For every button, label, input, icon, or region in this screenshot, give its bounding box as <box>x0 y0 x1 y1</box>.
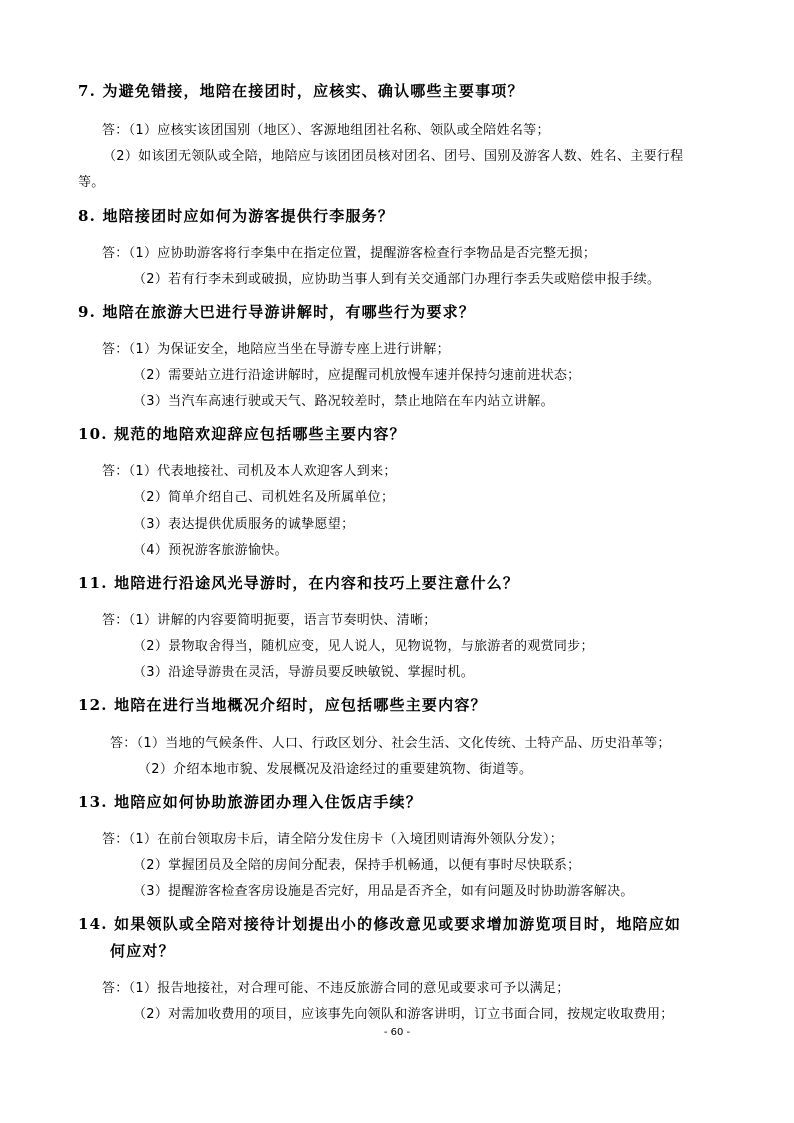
answer-line: 答：（1）在前台领取房卡后，请全陪分发住房卡（入境团则请海外领队分发）； <box>102 832 564 847</box>
question-14-continued: 何应对？ <box>110 942 175 960</box>
question-14: 14. 如果领队或全陪对接待计划提出小的修改意见或要求增加游览项目时，地陪应如 <box>78 915 682 933</box>
question-7: 7. 为避免错接，地陪在接团时，应核实、确认哪些主要事项？ <box>78 82 524 100</box>
question-8: 8. 地陪接团时应如何为游客提供行李服务？ <box>78 207 395 225</box>
answer-line: 答：（1）应协助游客将行李集中在指定位置，提醒游客检查行李物品是否完整无损； <box>102 246 597 261</box>
answer-line: （3）当汽车高速行驶或天气、路况较差时，禁止地陪在车内站立讲解。 <box>133 394 554 409</box>
answer-line: 答：（1）代表地接社、司机及本人欢迎客人到来； <box>102 464 397 479</box>
answer-line: （2）需要站立进行沿途讲解时，应提醒司机放慢车速并保持匀速前进状态； <box>133 368 581 383</box>
answer-line: （2）若有行李未到或破损，应协助当事人到有关交通部门办理行李丢失或赔偿申报手续。 <box>133 272 661 287</box>
page-number: - 60 - <box>383 1027 411 1038</box>
question-9: 9. 地陪在旅游大巴进行导游讲解时，有哪些行为要求？ <box>78 303 476 321</box>
question-10: 10. 规范的地陪欢迎辞应包括哪些主要内容？ <box>78 425 406 443</box>
answer-line: 答：（1）当地的气候条件、人口、行政区划分、社会生活、文化传统、土特产品、历史沿革等； <box>110 736 671 751</box>
answer-line: （2）简单介绍自己、司机姓名及所属单位； <box>133 490 395 505</box>
answer-line: 答：（1）应核实该团国别（地区）、客源地组团社名称、领队或全陪姓名等； <box>102 123 550 138</box>
answer-line: （4）预祝游客旅游愉快。 <box>133 543 288 558</box>
answer-line: （2）景物取舍得当，随机应变，见人说人，见物说物，与旅游者的观赏同步； <box>133 639 594 654</box>
answer-line: （3）提醒游客检查客房设施是否完好，用品是否齐全，如有问题及时协助游客解决。 <box>133 884 634 899</box>
question-12: 12. 地陪在进行当地概况介绍时，应包括哪些主要内容？ <box>78 696 487 714</box>
question-11: 11. 地陪进行沿途风光导游时，在内容和技巧上要注意什么？ <box>78 574 520 592</box>
answer-line: （2）如该团无领队或全陪，地陪应与该团团员核对团名、团号、国别及游客人数、姓名、主要行程 <box>103 149 684 164</box>
answer-line: （2）介绍本地市貌、发展概况及沿途经过的重要建筑物、街道等。 <box>138 762 533 777</box>
answer-line: 答：（1）为保证安全，地陪应当坐在导游专座上进行讲解； <box>102 342 450 357</box>
answer-line: （3）沿途导游贵在灵活，导游员要反映敏锐、掌握时机。 <box>133 665 475 680</box>
answer-line: 等。 <box>78 175 105 190</box>
answer-line: （2）掌握团员及全陪的房间分配表，保持手机畅通，以便有事时尽快联系； <box>133 858 581 873</box>
answer-line: 答：（1）讲解的内容要简明扼要，语言节奏明快、清晰； <box>102 613 437 628</box>
question-13: 13. 地陪应如何协助旅游团办理入住饭店手续？ <box>78 793 422 811</box>
answer-line: （3）表达提供优质服务的诚挚愿望； <box>133 517 355 532</box>
answer-line: 答：（1）报告地接社，对合理可能、不违反旅游合同的意见或要求可予以满足； <box>102 981 570 996</box>
answer-line: （2）对需加收费用的项目，应该事先向领队和游客讲明，订立书面合同，按规定收取费用； <box>133 1007 674 1022</box>
